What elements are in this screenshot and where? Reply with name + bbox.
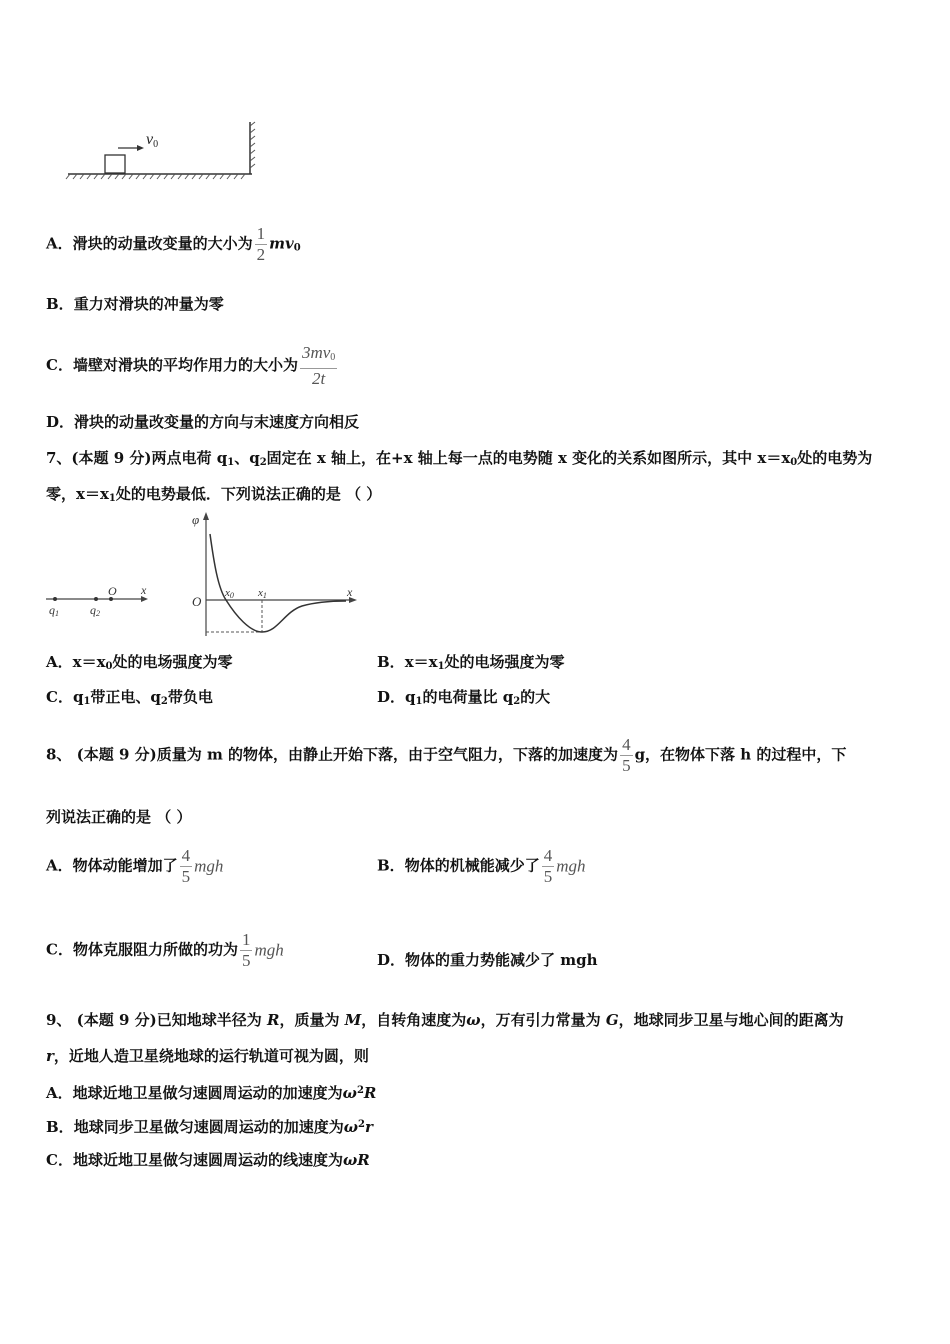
q8-option-a: A．物体动能增加了 $\frac{4}{5}$ mgh bbox=[46, 846, 224, 886]
slider-block bbox=[105, 155, 125, 173]
q6-option-c: C．墙壁对滑块的平均作用力的大小为 $\frac{3mv_0}{2t}$ bbox=[46, 343, 336, 388]
label-q1: q1 bbox=[49, 603, 59, 618]
q6-option-b: B．重力对滑块的冲量为零 bbox=[46, 295, 224, 313]
charge-q2-dot bbox=[94, 597, 98, 601]
q9-stem-line2: r，近地人造卫星绕地球的运行轨道可视为圆，则 bbox=[46, 1047, 369, 1065]
q6-option-a: A．滑块的动量改变量的大小为 $\frac{1}{2}$ $mv_0$ bbox=[46, 224, 301, 264]
q8-stem-line1: 8、 (本题 9 分)质量为 m 的物体，由静止开始下落，由于空气阻力，下落的加速度为 $\frac{4}{5}$ g，在物体下落 h 的过程中，下 bbox=[46, 735, 847, 775]
q8-option-b: B．物体的机械能减少了 $\frac{4}{5}$ mgh bbox=[377, 846, 586, 886]
charge-q1-dot bbox=[53, 597, 57, 601]
charge-axis-figure bbox=[44, 580, 154, 620]
q8-stem-fraction: $\frac{4}{5}$ bbox=[622, 735, 631, 775]
block-wall-figure bbox=[60, 118, 260, 184]
potential-curve bbox=[210, 534, 346, 632]
q8-option-d: D．物体的重力势能减少了 mgh bbox=[377, 951, 598, 969]
q8-stem-line2: 列说法正确的是 （ ） bbox=[46, 808, 192, 826]
q9-stem-line1: 9、 (本题 9 分)已知地球半径为 R，质量为 M，自转角速度为ω，万有引力常量为 G，地球同步卫星与地心间的距离为 bbox=[46, 1011, 844, 1029]
q7-stem-line2: 零，$x=x_1$处的电势最低．下列说法正确的是 （ ） bbox=[46, 485, 382, 504]
q8-option-c: C．物体克服阻力所做的功为 $\frac{1}{5}$ mgh bbox=[46, 930, 284, 970]
q6-option-d: D．滑块的动量改变量的方向与末速度方向相反 bbox=[46, 413, 360, 431]
label-q2: q2 bbox=[90, 603, 100, 618]
q7-stem-line1: 7、(本题 9 分)两点电荷 $q_1$、$q_2$固定在 x 轴上，在+x 轴上每一点的电势随 x 变化的关系如图所示，其中 $x=x_0$处的电势为 bbox=[46, 449, 873, 468]
label-graph-x: x bbox=[347, 585, 353, 599]
q7-option-a: A．$x=x_0$处的电场强度为零 bbox=[46, 653, 233, 672]
label-graph-origin: O bbox=[192, 594, 202, 609]
q8-c-fraction: $\frac{1}{5}$ bbox=[241, 930, 251, 970]
q7-option-d: D．$q_1$的电荷量比 $q_2$的大 bbox=[377, 688, 551, 707]
label-x0: x0 bbox=[225, 587, 234, 600]
potential-graph bbox=[186, 508, 362, 644]
label-origin: O bbox=[108, 584, 117, 598]
velocity-label: v0 bbox=[146, 131, 159, 150]
label-x1: x1 bbox=[258, 587, 267, 600]
q7-option-b: B．$x=x_1$处的电场强度为零 bbox=[377, 653, 565, 672]
q9-option-b: B．地球同步卫星做匀速圆周运动的加速度为$\omega^2r$ bbox=[46, 1118, 373, 1136]
q7-option-c: C．$q_1$带正电、$q_2$带负电 bbox=[46, 688, 213, 707]
q6-a-fraction: $\frac{1}{2}$ bbox=[256, 224, 266, 264]
q8-a-fraction: $\frac{4}{5}$ bbox=[181, 846, 191, 886]
q9-option-a: A．地球近地卫星做匀速圆周运动的加速度为$\omega^2R$ bbox=[46, 1084, 377, 1102]
q9-option-c: C．地球近地卫星做匀速圆周运动的线速度为ωR bbox=[46, 1151, 370, 1169]
label-phi: φ bbox=[192, 512, 200, 527]
q6-c-fraction: $\frac{3mv_0}{2t}$ bbox=[301, 343, 336, 388]
q8-b-fraction: $\frac{4}{5}$ bbox=[543, 846, 553, 886]
label-x-axis: x bbox=[141, 583, 147, 597]
